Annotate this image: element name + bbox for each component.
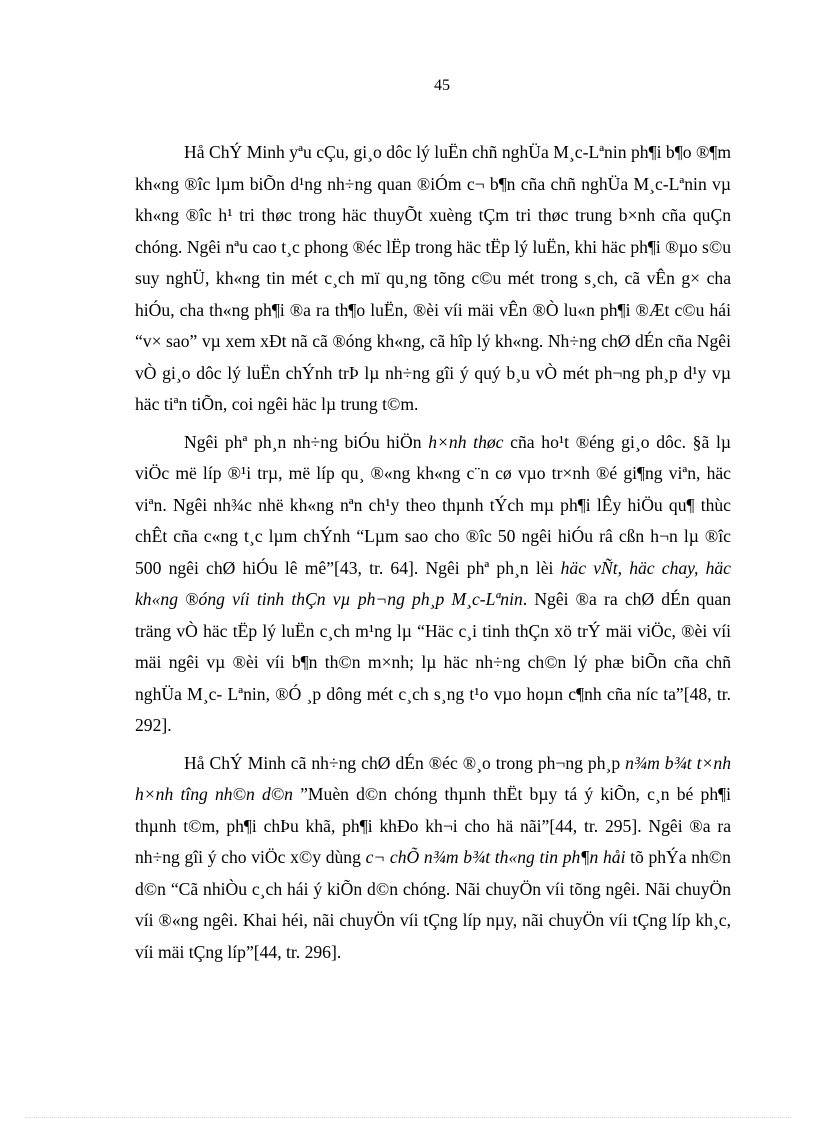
paragraph	[135, 748, 731, 969]
text-run: ”Muèn d©n chóng thµnh thËt bµy tá ý kiÕn, c¸n bé ph¶i thµnh t©m, ph¶i chÞu khã, ph¶i khÐo kh¬i cho hä nãi”[44, tr. 295]. Ngêi ®a ra nh÷ng gîi ý cho viÖc x©y dùng	[135, 784, 731, 867]
paragraph	[135, 427, 731, 742]
body-text	[135, 137, 731, 974]
page-number: 45	[434, 77, 450, 94]
italic-text-run: n¾m b¾t t×nh h×nh tîng nh©n d©n	[135, 752, 731, 804]
italic-text-run: c¬ chÕ n¾m b¾t th«ng tin ph¶n håi	[365, 847, 626, 867]
text-run: Hå ChÝ Minh cã nh÷ng chØ dÉn ®éc ®¸o trong ph¬ng ph¸p	[184, 752, 626, 773]
italic-text-run: h×nh thøc	[428, 431, 504, 452]
italic-text-run: häc vÑt, häc chay, häc kh«ng ®óng víi tinh thÇn vµ ph¬ng ph¸p M¸c-Lªnin	[135, 557, 731, 609]
text-run: Hå ChÝ Minh yªu cÇu, gi¸o dôc lý luËn chñ nghÜa M¸c-Lªnin ph¶i b¶o ®¶m kh«ng ®îc lµm biÕn d¹ng nh÷ng quan ®iÓm c¬ b¶n cña chñ nghÜa M¸c-Lªnin vµ kh«ng ®îc h¹ tri thøc trong häc thuyÕt xuèng tÇm tri thøc trung b×nh cña quÇn chóng. Ngêi nªu cao t¸c phong ®éc lËp trong häc tËp lý luËn, khi häc ph¶i ®µo s©u suy nghÜ, kh«ng tin mét c¸ch mï qu¸ng tõng c©u mét trong s¸ch, cã vÊn g× cha hiÓu, cha th«ng ph¶i ®a ra th¶o luËn, ®èi víi mäi vÊn ®Ò lu«n ph¶i ®Æt c©u hái “v× sao” vµ xem xÐt nã cã ®óng kh«ng, cã hîp lý kh«ng. Nh÷ng chØ dÉn cña Ngêi vÒ gi¸o dôc lý luËn chÝnh trÞ lµ nh÷ng gîi ý quý b¸u vÒ mét ph¬ng ph¸p d¹y vµ häc tiªn tiÕn, coi ngêi häc lµ trung t©m.	[135, 142, 731, 414]
paragraph	[135, 137, 731, 421]
page-bottom-divider	[25, 1117, 791, 1118]
text-run: cña ho¹t ®éng gi¸o dôc. §ã lµ viÖc më líp ®¹i trµ, më líp qu¸ ®«ng kh«ng c¨n cø vµo tr×nh ®é gi¶ng viªn, häc viªn. Ngêi nh¾c nhë kh«ng nªn ch¹y theo thµnh tÝch mµ ph¶i lÊy hiÖu qu¶ thùc chÊt cña c«ng t¸c lµm chÝnh “Lµm sao cho ®îc 50 ngêi hiÓu râ cßn h¬n lµ ®îc 500 ngêi chØ hiÓu lê mê”[43, tr. 64]. Ngêi phª ph¸n lèi	[135, 431, 731, 578]
text-run: Ngêi phª ph¸n nh÷ng biÓu hiÖn	[184, 431, 429, 452]
text-run: . Ngêi ®a ra chØ dÉn quan träng vÒ häc tËp lý luËn c¸ch m¹ng lµ “Häc c¸i tinh thÇn xö trÝ mäi viÖc, ®èi víi mäi ngêi vµ ®èi víi b¶n th©n m×nh; lµ häc nh÷ng ch©n lý phæ biÕn cña chñ nghÜa M¸c- Lªnin, ®Ó ¸p dông mét c¸ch s¸ng t¹o vµo hoµn c¶nh cña níc ta”[48, tr. 292].	[135, 589, 732, 735]
text-run: tõ phÝa nh©n d©n “Cã nhiÒu c¸ch hái ý kiÕn d©n chóng. Nãi chuyÖn víi tõng ngêi. Nãi chuyÖn víi ®«ng ngêi. Khai héi, nãi chuyÖn víi tÇng líp nµy, nãi chuyÖn víi tÇng líp kh¸c, víi mäi tÇng líp”[44, tr. 296].	[135, 847, 731, 962]
